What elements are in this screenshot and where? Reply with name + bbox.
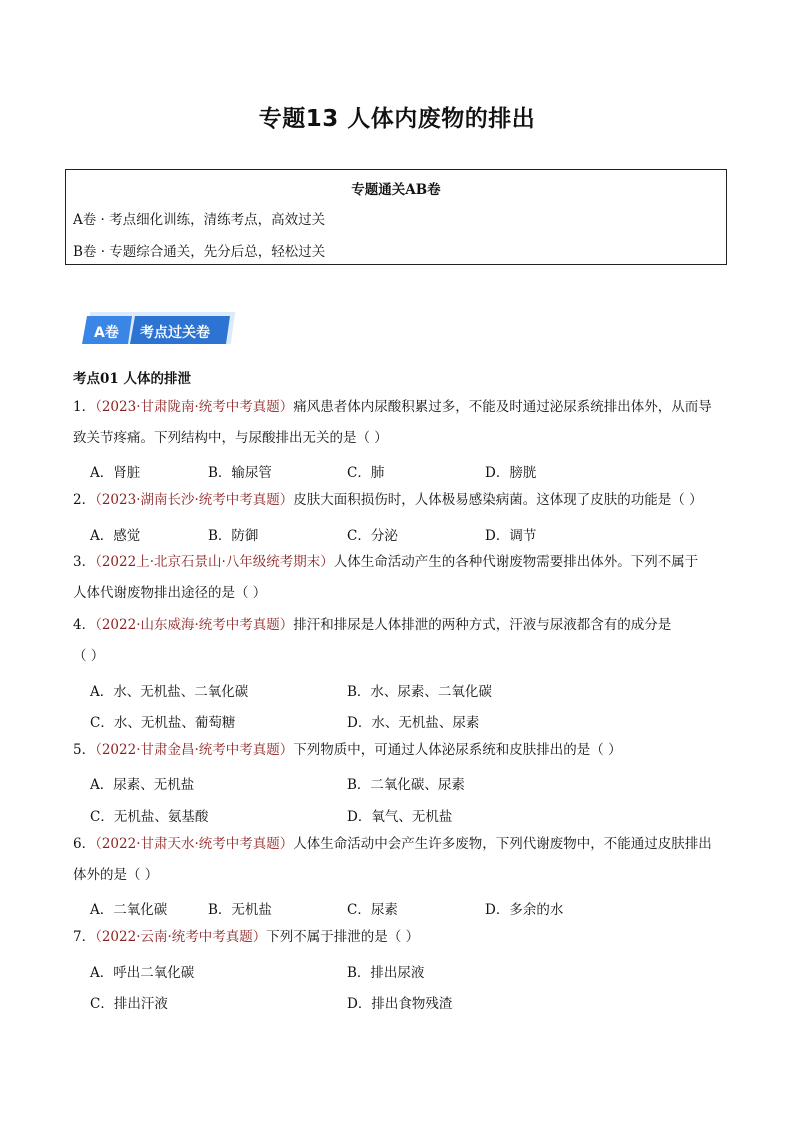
option-a[interactable]: A．二氧化碳 (90, 902, 168, 918)
question-text: 皮肤大面积损伤时，人体极易感染病菌。这体现了皮肤的功能是（ ） (293, 492, 703, 508)
option-b[interactable]: B．二氧化碳、尿素 (347, 777, 465, 793)
question-text-cont: 致关节疼痛。下列结构中，与尿酸排出无关的是（ ） (73, 430, 388, 446)
question-number: 3． (73, 554, 96, 570)
question-number: 1． (73, 399, 96, 415)
option-c[interactable]: C．水、无机盐、葡萄糖 (90, 715, 236, 731)
option-a[interactable]: A．感觉 (90, 528, 141, 544)
option-d[interactable]: D．调节 (485, 528, 537, 544)
intro-box (65, 169, 727, 265)
question-source: （2022·甘肃天水·统考中考真题） (95, 836, 294, 852)
question-source: （2022·甘肃金昌·统考中考真题） (95, 742, 294, 758)
intro-line-b: B卷 · 专题综合通关，先分后总，轻松过关 (73, 244, 326, 260)
option-b[interactable]: B．排出尿液 (347, 965, 425, 981)
question-source: （2022·云南·统考中考真题） (95, 929, 267, 945)
banner-label: 考点过关卷 (140, 325, 210, 341)
option-d[interactable]: D．膀胱 (485, 465, 537, 481)
page-title: 专题13 人体内废物的排出 (258, 106, 536, 132)
question-3 (73, 547, 733, 609)
option-c[interactable]: C．分泌 (347, 528, 398, 544)
section-banner (82, 312, 233, 346)
question-number: 2． (73, 492, 96, 508)
option-d[interactable]: D．氧气、无机盐 (347, 809, 453, 825)
question-2 (73, 485, 733, 516)
option-a[interactable]: A．尿素、无机盐 (90, 777, 195, 793)
option-c[interactable]: C．肺 (347, 465, 385, 481)
question-1 (73, 392, 733, 454)
question-source: （2023·湖南长沙·统考中考真题） (95, 492, 294, 508)
option-c[interactable]: C．无机盐、氨基酸 (90, 809, 209, 825)
option-b[interactable]: B．输尿管 (208, 465, 272, 481)
question-text-cont: （ ） (73, 648, 105, 664)
question-number: 7． (73, 929, 96, 945)
question-source: （2022·山东威海·统考中考真题） (95, 617, 294, 633)
intro-heading: 专题通关AB卷 (351, 182, 441, 198)
question-text: 人体生命活动中会产生许多废物，下列代谢废物中，不能通过皮肤排出 (293, 836, 712, 852)
option-d[interactable]: D．多余的水 (485, 902, 564, 918)
option-b[interactable]: B．防御 (208, 528, 259, 544)
option-a[interactable]: A．水、无机盐、二氧化碳 (90, 684, 249, 700)
banner-tag: A卷 (94, 325, 119, 341)
question-source: （2022上·北京石景山·八年级统考期末） (95, 554, 334, 570)
question-6 (73, 829, 733, 891)
question-text: 排汗和排尿是人体排泄的两种方式，汗液与尿液都含有的成分是 (293, 617, 672, 633)
question-text: 痛风患者体内尿酸积累过多，不能及时通过泌尿系统排出体外，从而导 (293, 399, 712, 415)
option-b[interactable]: B．水、尿素、二氧化碳 (347, 684, 492, 700)
question-text: 下列不属于排泄的是（ ） (266, 929, 420, 945)
question-4 (73, 610, 733, 672)
question-text-cont: 体外的是（ ） (73, 867, 159, 883)
option-a[interactable]: A．肾脏 (90, 465, 141, 481)
option-c[interactable]: C．排出汗液 (90, 996, 168, 1012)
section-heading: 考点01 人体的排泄 (73, 371, 191, 387)
question-number: 4． (73, 617, 96, 633)
question-text: 下列物质中，可通过人体泌尿系统和皮肤排出的是（ ） (293, 742, 622, 758)
question-5 (73, 735, 733, 766)
option-d[interactable]: D．水、无机盐、尿素 (347, 715, 480, 731)
question-text: 人体生命活动产生的各种代谢废物需要排出体外。下列不属于 (333, 554, 699, 570)
question-source: （2023·甘肃陇南·统考中考真题） (95, 399, 294, 415)
option-c[interactable]: C．尿素 (347, 902, 398, 918)
intro-line-a: A卷 · 考点细化训练，清练考点，高效过关 (73, 212, 326, 228)
option-a[interactable]: A．呼出二氧化碳 (90, 965, 195, 981)
question-text-cont: 人体代谢废物排出途径的是（ ） (73, 585, 267, 601)
question-7 (73, 922, 733, 953)
question-number: 6． (73, 836, 96, 852)
option-b[interactable]: B．无机盐 (208, 902, 272, 918)
question-number: 5． (73, 742, 96, 758)
option-d[interactable]: D．排出食物残渣 (347, 996, 453, 1012)
